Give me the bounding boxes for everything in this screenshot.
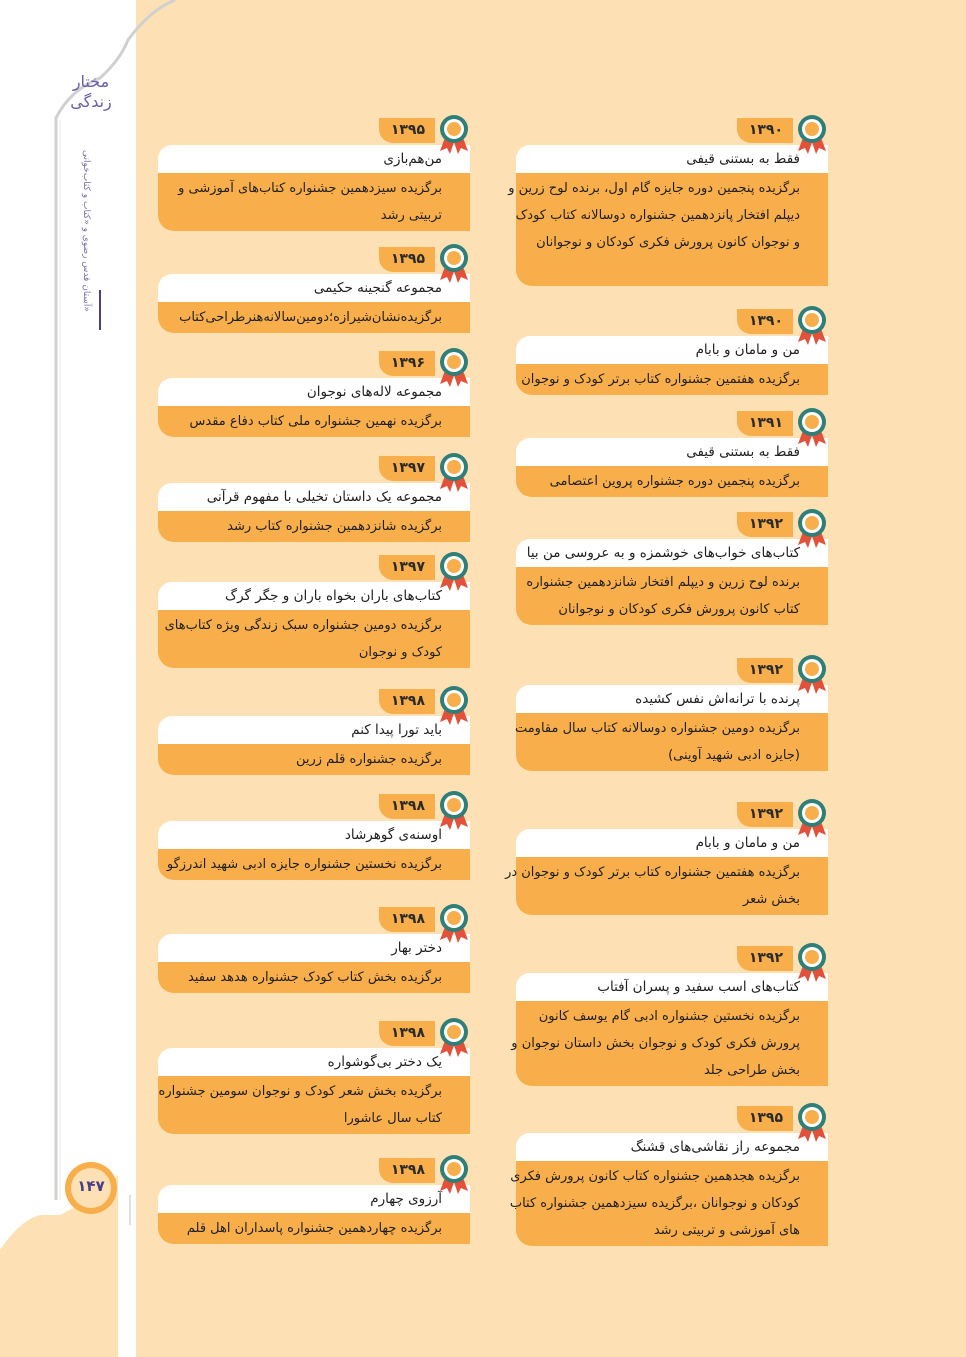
award-description: برگزیده دومین جشنواره سبک زندگی ویژه کتاب‌های کودک و نوجوان (158, 610, 470, 668)
award-description: برگزیده نخستین جشنواره ادبی گام یوسف کانون پرورش فکری کودک و نوجوان بخش داستان نوجوان و بخش طراحی جلد (516, 1001, 828, 1086)
award-entry (516, 655, 828, 771)
award-year: ۱۳۹۸ (379, 689, 435, 714)
award-entry (158, 244, 470, 333)
medal-icon (438, 113, 470, 155)
award-entry (158, 348, 470, 437)
medal-icon (796, 653, 828, 695)
medal-icon (438, 550, 470, 592)
award-year: ۱۳۹۸ (379, 907, 435, 932)
medal-icon (438, 902, 470, 944)
award-description: برگزیده بخش کتاب کودک جشنواره هدهد سفید (158, 962, 470, 993)
award-year: ۱۳۹۲ (737, 658, 793, 683)
medal-icon (438, 684, 470, 726)
award-entry (509, 1103, 828, 1246)
award-book-title: آرزوی چهارم (158, 1185, 470, 1213)
award-entry (516, 509, 828, 625)
award-year: ۱۳۹۷ (379, 555, 435, 580)
award-book-title: اوسنه‌ی گوهرشاد (158, 821, 470, 849)
award-description: برگزیده سیزدهمین جشنواره کتاب‌های آموزشی و تربیتی رشد (158, 173, 470, 231)
award-entry (158, 686, 470, 775)
award-book-title: کتاب‌های اسب سفید و پسران آفتاب (516, 973, 828, 1001)
award-entry (158, 1018, 470, 1134)
award-entry (158, 453, 470, 542)
award-year: ۱۳۹۵ (737, 1106, 793, 1131)
award-book-title: من و مامان و بابام (516, 829, 828, 857)
award-description: برگزیده نخستین جشنواره جایزه ادبی شهید اندرزگو (158, 849, 470, 880)
award-entry (505, 799, 828, 915)
award-book-title: مجموعه راز نقاشی‌های قشنگ (516, 1133, 828, 1161)
award-description: برگزیده چهاردهمین جشنواره پاسداران اهل قلم (158, 1213, 470, 1244)
award-description: برگزیده دومین جشنواره دوسالانه کتاب سال مقاومت (جایزه ادبی شهید آوینی) (516, 713, 828, 771)
award-description: برگزیده بخش شعر کودک و نوجوان سومین جشنواره کتاب سال عاشورا (158, 1076, 470, 1134)
award-year: ۱۳۹۷ (379, 456, 435, 481)
award-year: ۱۳۹۱ (737, 411, 793, 436)
award-year: ۱۳۹۲ (737, 802, 793, 827)
award-book-title: مجموعه گنجینه حکیمی (158, 274, 470, 302)
medal-icon (796, 113, 828, 155)
award-description: برگزیده هفتمین جشنواره کتاب برتر کودک و نوجوان (516, 364, 828, 395)
medal-icon (796, 797, 828, 839)
award-entry (516, 408, 828, 497)
award-entry (158, 1155, 470, 1244)
award-year: ۱۳۹۲ (737, 512, 793, 537)
award-description: برگزیده شانزدهمین جشنواره کتاب رشد (158, 511, 470, 542)
medal-icon (438, 451, 470, 493)
medal-icon (796, 941, 828, 983)
award-description: برگزیده هجدهمین جشنواره کتاب کانون پرورش فکری کودکان و نوجوانان ،برگزیده سیزدهمین جشنواره کتاب های آموزشی و تربیتی رشد (516, 1161, 828, 1246)
award-year: ۱۳۹۸ (379, 1158, 435, 1183)
medal-icon (438, 242, 470, 284)
award-description: برگزیده جشنواره قلم زرین (158, 744, 470, 775)
award-description: برگزیده نهمین جشنواره ملی کتاب دفاع مقدس (158, 406, 470, 437)
award-year: ۱۳۹۲ (737, 946, 793, 971)
award-book-title: باید تورا پیدا کنم (158, 716, 470, 744)
award-book-title: من و مامان و بابام (516, 336, 828, 364)
award-year: ۱۳۹۵ (379, 118, 435, 143)
award-year: ۱۳۹۰ (737, 118, 793, 143)
award-entry (158, 115, 470, 231)
award-book-title: مجموعه یک داستان تخیلی با مفهوم قرآنی (158, 483, 470, 511)
award-year: ۱۳۹۵ (379, 247, 435, 272)
medal-icon (796, 1101, 828, 1143)
award-entry (158, 904, 470, 993)
award-book-title: فقط به بستنی قیفی (516, 145, 828, 173)
page-number: ۱۴۷ (77, 1177, 105, 1195)
award-year: ۱۳۹۰ (737, 309, 793, 334)
award-year: ۱۳۹۶ (379, 351, 435, 376)
award-year: ۱۳۹۸ (379, 794, 435, 819)
award-description: برگزیده‌نشان‌شیرازه؛دومین‌سالانه‌هنرطراحی‌کتاب (158, 302, 470, 333)
award-book-title: کتاب‌های خواب‌های خوشمزه و به عروسی من بیا (516, 539, 828, 567)
award-entry (158, 552, 470, 668)
medal-icon (438, 346, 470, 388)
award-description: برگزیده هفتمین جشنواره کتاب برتر کودک و نوجوان در بخش شعر (516, 857, 828, 915)
award-entry (508, 115, 828, 286)
award-entry (516, 306, 828, 395)
award-description: برگزیده پنجمین دوره جایزه گام اول، برنده لوح زرین و دیپلم افتخار پانزدهمین جشنواره دوسالانه کتاب کودک و نوجوان کانون پرورش فکری کودکان و نوجوانان (516, 173, 828, 286)
award-entry (158, 791, 470, 880)
medal-icon (438, 789, 470, 831)
award-book-title: دختر بهار (158, 934, 470, 962)
brand-logo: مختار زندگی (70, 72, 112, 111)
medal-icon (796, 507, 828, 549)
medal-icon (438, 1016, 470, 1058)
medal-icon (796, 304, 828, 346)
award-description: برگزیده پنجمین دوره جشنواره پروین اعتصامی (516, 466, 828, 497)
medal-icon (438, 1153, 470, 1195)
medal-icon (796, 406, 828, 448)
award-book-title: من‌هم‌بازی (158, 145, 470, 173)
award-description: برنده لوح زرین و دیپلم افتخار شانزدهمین جشنواره کتاب کانون پرورش فکری کودکان و نوجوانان (516, 567, 828, 625)
award-book-title: یک دختر بی‌گوشواره (158, 1048, 470, 1076)
award-book-title: مجموعه لاله‌های نوجوان (158, 378, 470, 406)
award-year: ۱۳۹۸ (379, 1021, 435, 1046)
award-entry (511, 943, 828, 1086)
side-caption: آستان قدس رضوی و «کتاب و کتاب‌خوانی» (81, 150, 91, 312)
award-book-title: پرنده با ترانه‌اش نفس کشیده (516, 685, 828, 713)
award-book-title: کتاب‌های باران بخواه باران و جگر گرگ (158, 582, 470, 610)
award-book-title: فقط به بستنی قیفی (516, 438, 828, 466)
